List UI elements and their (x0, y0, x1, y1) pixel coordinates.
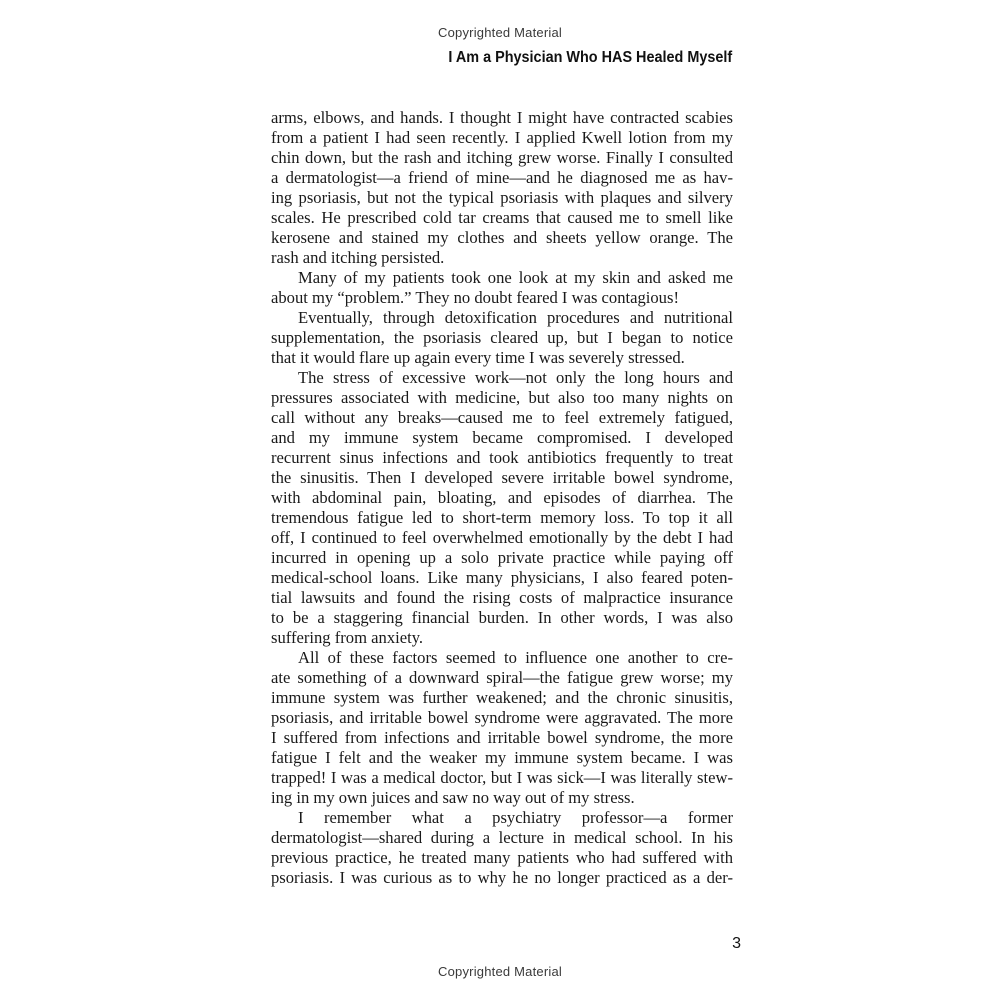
text-line: to be a staggering financial burden. In other words, I was also (271, 608, 733, 627)
text-line: a dermatologist—a friend of mine—and he diagnosed me as hav- (271, 168, 733, 187)
text-line: Many of my patients took one look at my skin and asked me (298, 268, 733, 287)
text-line: tial lawsuits and found the rising costs of malpractice insurance (271, 588, 733, 607)
text-line: immune system was further weakened; and the chronic sinusitis, (271, 688, 733, 707)
text-line: and my immune system became compromised. I developed (271, 428, 733, 447)
text-line: suffering from anxiety. (271, 628, 424, 647)
text-line: dermatologist—shared during a lecture in medical school. In his (271, 828, 733, 847)
text-line: arms, elbows, and hands. I thought I might have contracted scabies (271, 108, 733, 127)
text-line: from a patient I had seen recently. I applied Kwell lotion from my (271, 128, 733, 147)
text-line: medical-school loans. Like many physicians, I also feared poten- (271, 568, 733, 587)
text-line: kerosene and stained my clothes and sheets yellow orange. The (271, 228, 733, 247)
copyright-watermark-bottom: Copyrighted Material (438, 964, 562, 979)
text-line: chin down, but the rash and itching grew worse. Finally I consulted (271, 148, 733, 167)
body-text (271, 108, 733, 888)
text-line: with abdominal pain, bloating, and episodes of diarrhea. The (271, 488, 733, 507)
text-line: off, I continued to feel overwhelmed emotionally by the debt I had (271, 528, 733, 547)
page-number: 3 (732, 935, 741, 952)
text-line: ing psoriasis, but not the typical psoriasis with plaques and silvery (271, 188, 733, 207)
text-line: pressures associated with medicine, but also too many nights on (271, 388, 733, 407)
text-line: Eventually, through detoxification procedures and nutritional (298, 308, 733, 327)
text-line: ate something of a downward spiral—the fatigue grew worse; my (271, 668, 733, 687)
text-line: The stress of excessive work—not only the long hours and (298, 368, 733, 387)
text-line: previous practice, he treated many patients who had suffered with (271, 848, 733, 867)
text-line: All of these factors seemed to influence one another to cre- (298, 648, 733, 667)
text-line: rash and itching persisted. (271, 248, 445, 267)
running-head: I Am a Physician Who HAS Healed Myself (448, 49, 732, 66)
text-line: psoriasis, and irritable bowel syndrome were aggravated. The more (271, 708, 733, 727)
text-line: psoriasis. I was curious as to why he no longer practiced as a der- (271, 868, 733, 887)
text-line: I suffered from infections and irritable bowel syndrome, the more (271, 728, 733, 747)
text-line: ing in my own juices and saw no way out of my stress. (271, 788, 635, 807)
text-line: recurrent sinus infections and took antibiotics frequently to treat (271, 448, 733, 467)
text-line: scales. He prescribed cold tar creams that caused me to smell like (271, 208, 733, 227)
text-line: fatigue I felt and the weaker my immune system became. I was (271, 748, 733, 767)
text-line: tremendous fatigue led to short-term memory loss. To top it all (271, 508, 733, 527)
text-line: call without any breaks—caused me to feel extremely fatigued, (271, 408, 733, 427)
text-line: trapped! I was a medical doctor, but I was sick—I was literally stew- (271, 768, 733, 787)
text-line: incurred in opening up a solo private practice while paying off (271, 548, 733, 567)
text-line: I remember what a psychiatry professor—a former (298, 808, 733, 827)
text-line: the sinusitis. Then I developed severe irritable bowel syndrome, (271, 468, 733, 487)
text-line: that it would flare up again every time I was severely stressed. (271, 348, 685, 367)
copyright-watermark-top: Copyrighted Material (438, 25, 562, 40)
text-line: supplementation, the psoriasis cleared up, but I began to notice (271, 328, 733, 347)
text-line: about my “problem.” They no doubt feared I was contagious! (271, 288, 679, 307)
